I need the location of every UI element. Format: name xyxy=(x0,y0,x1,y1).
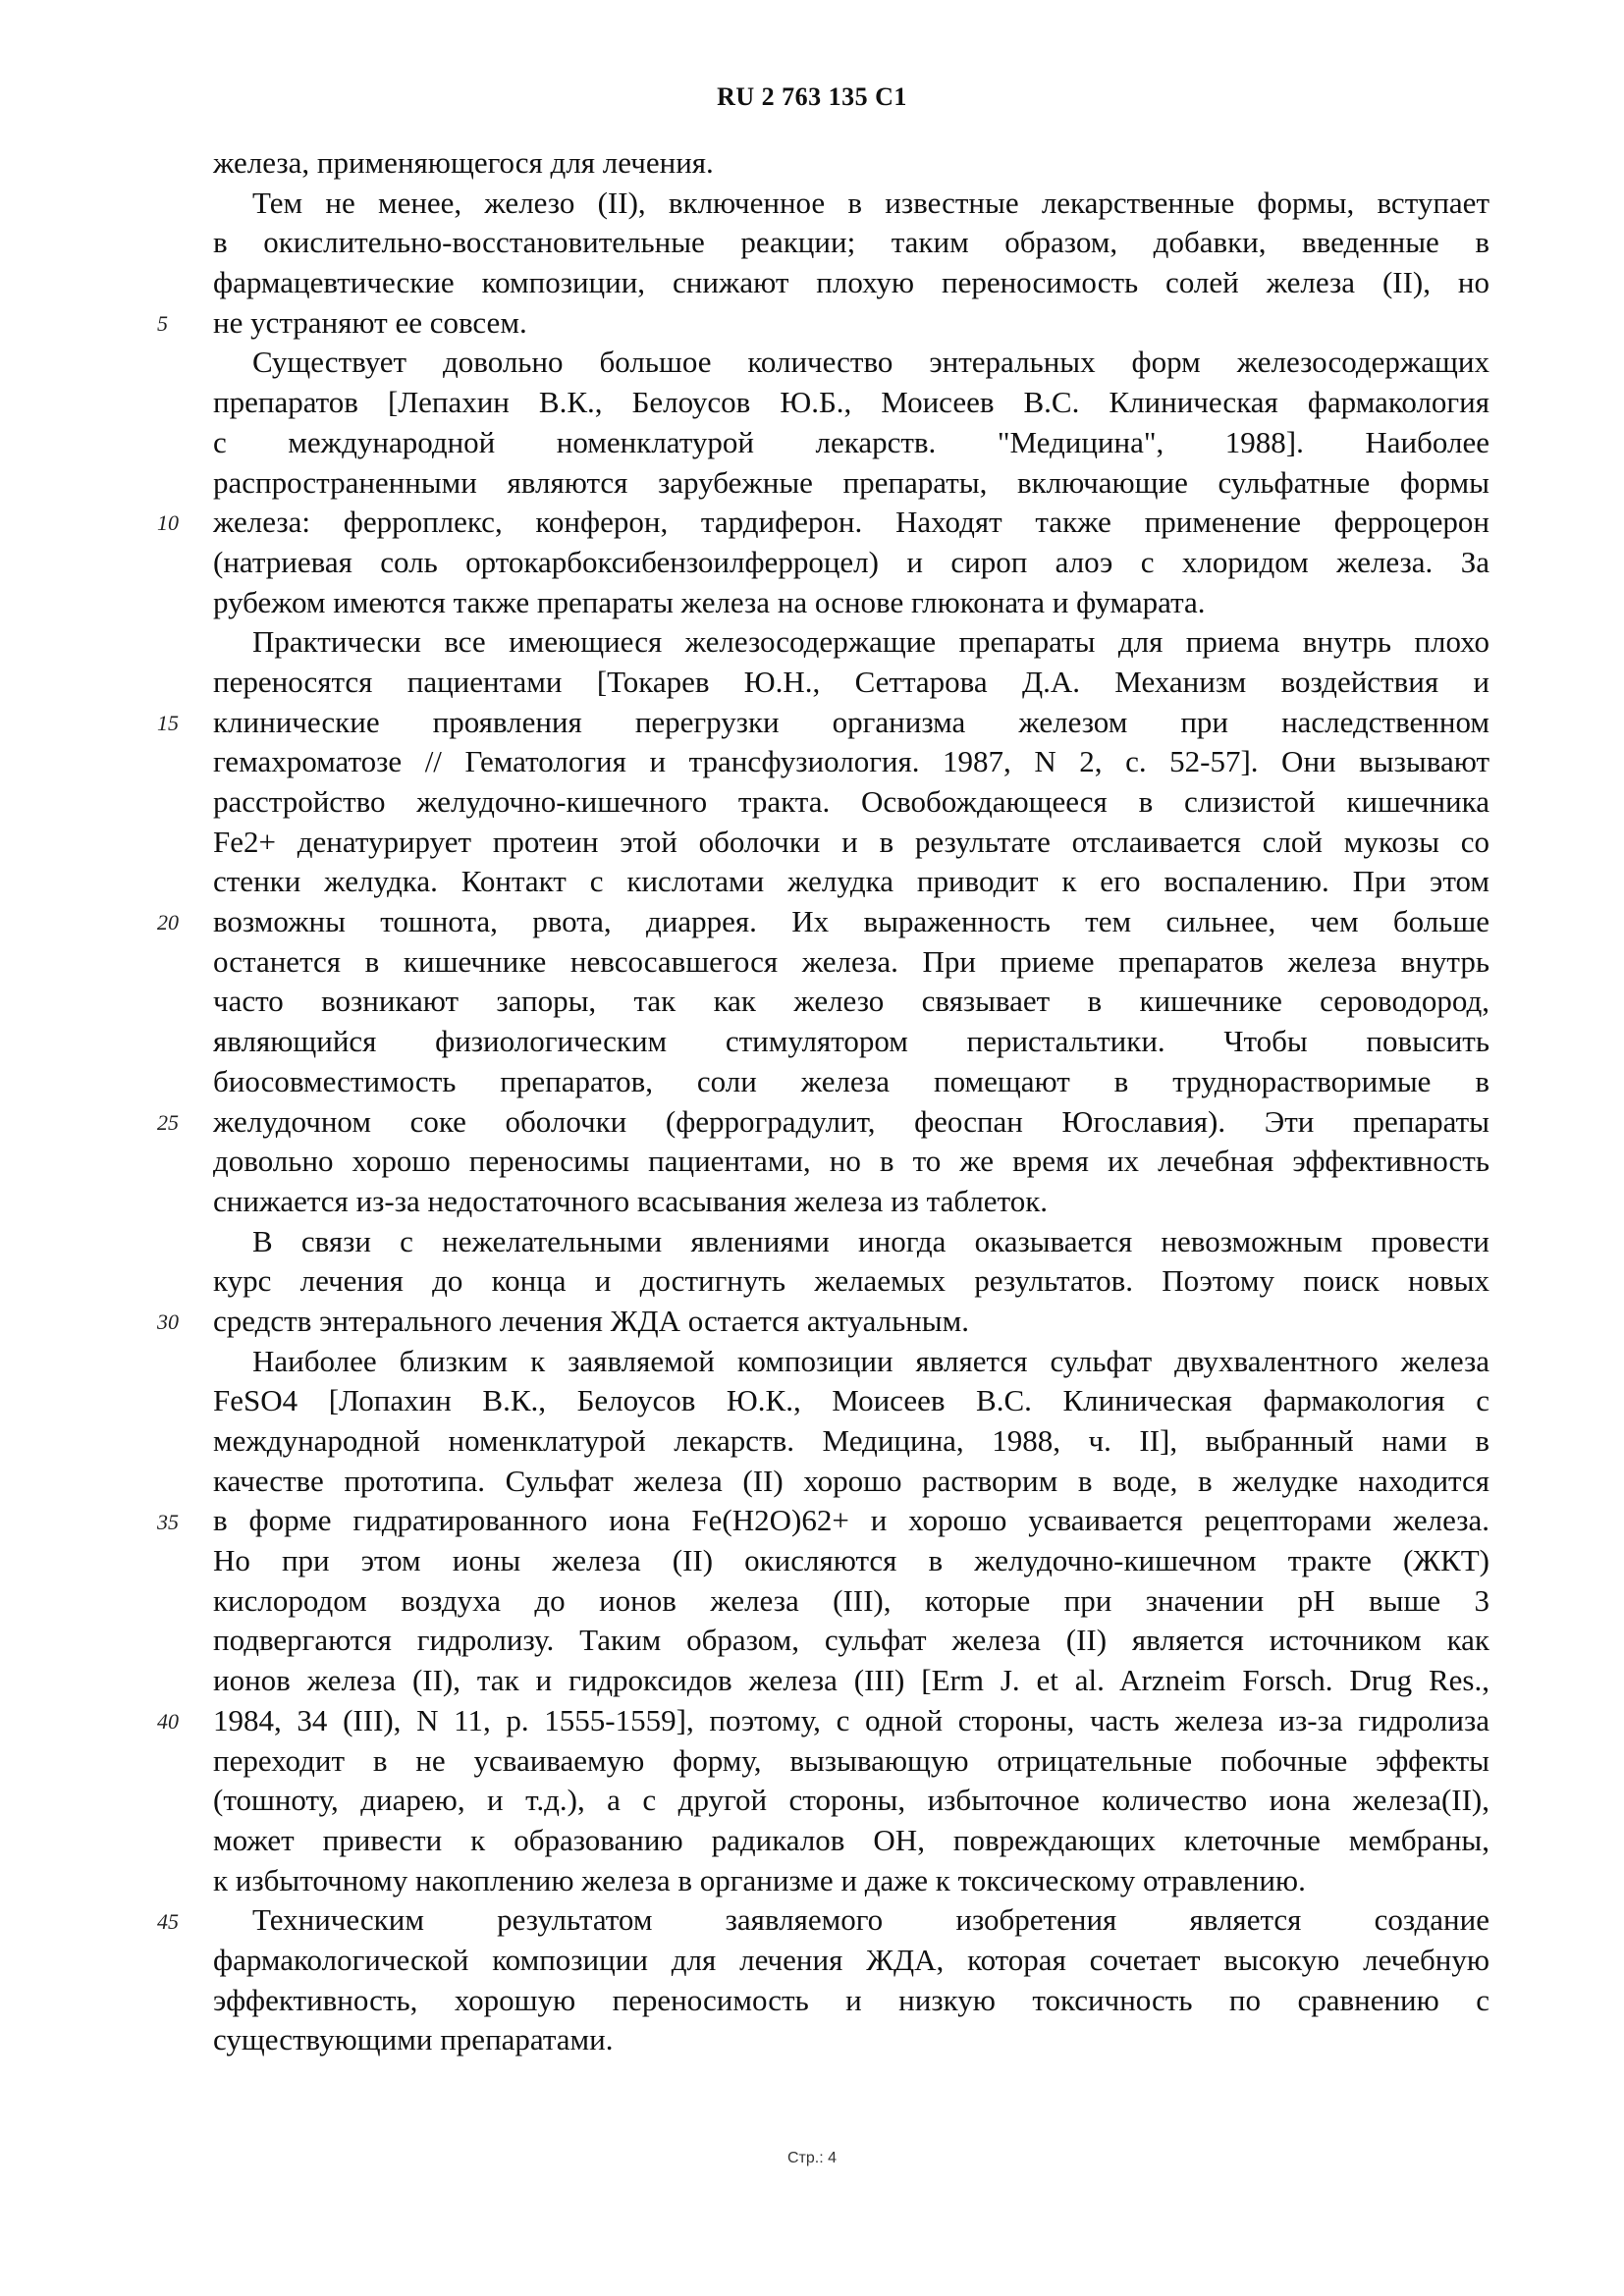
text-line: не устраняют ее совсем. xyxy=(213,304,527,340)
line-number: 35 xyxy=(157,1509,179,1534)
text-line: снижается из-за недостаточного всасывания железа из таблеток. xyxy=(213,1183,1049,1218)
line-number: 45 xyxy=(157,1908,179,1934)
text-line: переносятся пациентами [Токарев Ю.Н., Сеттарова Д.А. Механизм воздействия и xyxy=(213,664,1489,699)
text-line: кислородом воздуха до ионов железа (III), которые при значении pH выше 3 xyxy=(213,1582,1489,1618)
text-line: гемахроматозе // Гематология и трансфузиология. 1987, N 2, с. 52-57]. Они вызывают xyxy=(213,744,1489,779)
text-line: распространенными являются зарубежные препараты, включающие сульфатные формы xyxy=(213,464,1489,500)
text-line: Тем не менее, железо (II), включенное в известные лекарственные формы, вступает xyxy=(252,185,1489,220)
text-line: В связи с нежелательными явлениями иногда оказывается невозможным провести xyxy=(252,1223,1489,1258)
text-line: Практически все имеющиеся железосодержащие препараты для приема внутрь плохо xyxy=(252,624,1489,660)
text-line: Существует довольно большое количество энтеральных форм железосодержащих xyxy=(252,345,1489,380)
text-line: с международной номенклатурой лекарств. "Медицина", 1988]. Наиболее xyxy=(213,424,1489,459)
document-number-header: RU 2 763 135 C1 xyxy=(717,82,907,111)
line-number: 5 xyxy=(157,310,168,336)
text-line: клинические проявления перегрузки организма железом при наследственном xyxy=(213,704,1489,739)
text-line: возможны тошнота, рвота, диаррея. Их выраженность тем сильнее, чем больше xyxy=(213,904,1489,939)
text-line: биосовместимость препаратов, соли железа помещают в труднорастворимые в xyxy=(213,1063,1489,1098)
text-line: курс лечения до конца и достигнуть желаемых результатов. Поэтому поиск новых xyxy=(213,1263,1489,1299)
text-line: подвергаются гидролизу. Таким образом, сульфат железа (II) является источником как xyxy=(213,1623,1489,1658)
text-line: Техническим результатом заявляемого изобретения является создание xyxy=(252,1902,1489,1938)
text-line: ионов железа (II), так и гидроксидов железа (III) [Erm J. et al. Arzneim Forsch. Drug Res., xyxy=(213,1663,1489,1698)
text-line: переходит в не усваиваемую форму, вызывающую отрицательные побочные эффекты xyxy=(213,1742,1489,1778)
text-line: в форме гидратированного иона Fe(H2O)62+ и хорошо усваивается рецепторами железа. xyxy=(213,1503,1489,1538)
text-line: FeSO4 [Лопахин В.К., Белоусов Ю.К., Моисеев В.С. Клиническая фармакология с xyxy=(213,1383,1489,1418)
text-line: международной номенклатурой лекарств. Медицина, 1988, ч. II], выбранный нами в xyxy=(213,1423,1489,1458)
text-line: эффективность, хорошую переносимость и низкую токсичность по сравнению с xyxy=(213,1982,1489,2017)
page-number-footer: Стр.: 4 xyxy=(786,2150,837,2166)
text-line: стенки желудка. Контакт с кислотами желудка приводит к его воспалению. При этом xyxy=(213,864,1489,899)
text-line: рубежом имеются также препараты железа на основе глюконата и фумарата. xyxy=(213,584,1206,619)
line-number: 30 xyxy=(157,1309,179,1335)
text-line: может привести к образованию радикалов ОН, повреждающих клеточные мембраны, xyxy=(213,1822,1489,1857)
text-line: средств энтерального лечения ЖДА остается актуальным. xyxy=(213,1303,969,1338)
text-line: Fe2+ денатурирует протеин этой оболочки и в результате отслаивается слой мукозы со xyxy=(213,824,1489,859)
line-number: 15 xyxy=(157,710,179,735)
text-line: фармацевтические композиции, снижают плохую переносимость солей железа (II), но xyxy=(213,265,1489,300)
text-line: Наиболее близким к заявляемой композиции является сульфат двухвалентного железа xyxy=(252,1343,1489,1378)
text-line: (натриевая соль ортокарбоксибензоилферроцел) и сироп алоэ с хлоридом железа. За xyxy=(213,544,1489,579)
text-line: фармакологической композиции для лечения ЖДА, которая сочетает высокую лечебную xyxy=(213,1942,1489,1977)
text-line: железа: ферроплекс, конферон, тардиферон. Находят также применение ферроцерон xyxy=(213,505,1489,540)
text-line: часто возникают запоры, так как железо связывает в кишечнике сероводород, xyxy=(213,984,1489,1019)
line-number: 25 xyxy=(157,1109,179,1135)
text-line: (тошноту, диарею, и т.д.), а с другой стороны, избыточное количество иона железа(II), xyxy=(213,1783,1489,1818)
text-line: Но при этом ионы железа (II) окисляются в желудочно-кишечном тракте (ЖКТ) xyxy=(213,1543,1489,1578)
line-number: 10 xyxy=(157,510,179,536)
text-line: являющийся физиологическим стимулятором перистальтики. Чтобы повысить xyxy=(213,1024,1489,1059)
text-line: существующими препаратами. xyxy=(213,2022,614,2057)
text-line: к избыточному накоплению железа в организме и даже к токсическому отравлению. xyxy=(213,1862,1306,1897)
line-number: 20 xyxy=(157,910,179,935)
text-line: железа, применяющегося для лечения. xyxy=(213,145,714,180)
text-line: останется в кишечнике невсосавшегося железа. При приеме препаратов железа внутрь xyxy=(213,943,1489,979)
text-line: желудочном соке оболочки (ферроградулит, феоспан Югославия). Эти препараты xyxy=(213,1103,1489,1139)
text-line: качестве прототипа. Сульфат железа (II) хорошо растворим в воде, в желудке находится xyxy=(213,1463,1489,1498)
text-line: в окислительно-восстановительные реакции; таким образом, добавки, введенные в xyxy=(213,225,1489,260)
text-line: довольно хорошо переносимы пациентами, но в то же время их лечебная эффективность xyxy=(213,1144,1489,1179)
text-line: препаратов [Лепахин В.К., Белоусов Ю.Б., Моисеев В.С. Клиническая фармакология xyxy=(213,385,1489,420)
line-number: 40 xyxy=(157,1709,179,1735)
text-line: расстройство желудочно-кишечного тракта. Освобождающееся в слизистой кишечника xyxy=(213,784,1489,819)
body-text xyxy=(213,143,1489,2060)
text-line: 1984, 34 (III), N 11, p. 1555-1559], поэтому, с одной стороны, часть железа из-за гидролиза xyxy=(213,1702,1489,1737)
